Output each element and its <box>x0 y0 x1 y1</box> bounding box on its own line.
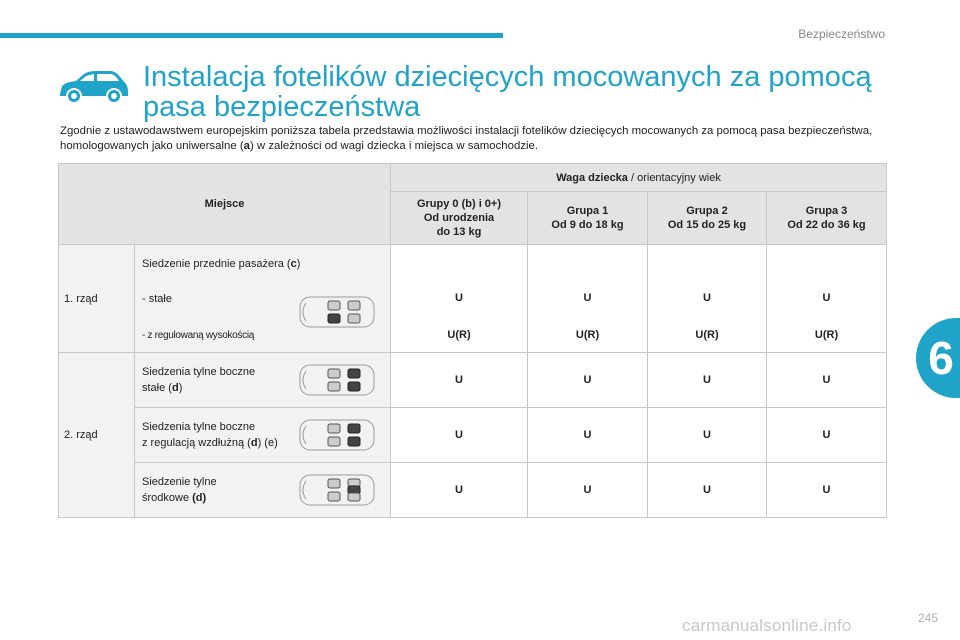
value-front-fixed-g2: U <box>703 292 711 304</box>
seat-layout-rear-adjust-icon <box>298 416 376 454</box>
seat-layout-rear-center-icon <box>298 471 376 509</box>
child-seat-table <box>58 163 887 518</box>
value-rear-center-g2: U <box>648 463 767 518</box>
seat-layout-rear-side-icon <box>298 361 376 399</box>
header-group-3 <box>767 192 887 245</box>
header-weight-bold: Waga dziecka <box>556 171 628 184</box>
chapter-tab <box>916 318 960 398</box>
section-label: Bezpieczeństwo <box>798 27 885 41</box>
seat-rear-fixed-line-2 <box>142 381 182 395</box>
table-row <box>59 353 887 408</box>
seat-front-prefix: Siedzenie przednie pasażera ( <box>142 258 291 270</box>
value-rear-adjust-g0: U <box>391 408 528 463</box>
car-icon <box>56 68 130 106</box>
intro-paragraph <box>60 124 890 154</box>
table-row <box>59 408 887 463</box>
row-label-front: 1. rząd <box>59 245 135 353</box>
value-front-fixed-g0: U <box>455 292 463 304</box>
value-front-adjust-g0: U(R) <box>447 329 471 341</box>
seat-rear-side-adjustable <box>135 408 391 463</box>
value-front-adjust-g3: U(R) <box>814 329 839 341</box>
intro-text-2: ) w zależności od wagi dziecka i miejsca w samochodzie. <box>249 140 539 152</box>
title-line-1: Instalacja fotelików dziecięcych mocowanych za pomocą <box>143 61 872 93</box>
group-0-line-2: Od urodzenia <box>423 212 495 224</box>
seat-rear-fixed-marker: d <box>171 382 179 394</box>
page-number: 245 <box>917 611 938 625</box>
seat-rear-center-marker: (d) <box>192 492 207 504</box>
value-front-adjust-g2: U(R) <box>695 329 719 341</box>
seat-rear-center-line-1: Siedzenie tylne <box>142 476 217 488</box>
top-accent-bar <box>0 33 503 38</box>
page-title <box>143 62 903 122</box>
group-1-line-2: Od 9 do 18 kg <box>551 219 624 231</box>
value-front-group-1 <box>528 245 648 353</box>
value-rear-fixed-g3: U <box>767 353 887 408</box>
seat-rear-adjust-suffix: ) (e) <box>257 437 278 449</box>
group-1-line-1: Grupa 1 <box>566 205 609 217</box>
value-rear-center-g1: U <box>528 463 648 518</box>
value-rear-adjust-g2: U <box>648 408 767 463</box>
seat-front-title <box>142 257 300 271</box>
seat-rear-center-line-2 <box>142 491 206 505</box>
seat-rear-fixed-line-1: Siedzenia tylne boczne <box>142 366 256 378</box>
value-front-group-2 <box>648 245 767 353</box>
seat-rear-adjust-line-2 <box>142 436 278 450</box>
value-rear-center-g0: U <box>391 463 528 518</box>
intro-marker: a <box>243 140 250 152</box>
value-rear-fixed-g0: U <box>391 353 528 408</box>
table-row <box>59 245 887 353</box>
header-weight <box>391 164 887 192</box>
seat-front-adjustable: - z regulowaną wysokością <box>142 330 254 341</box>
value-front-group-0 <box>391 245 528 353</box>
header-weight-rest: / orientacyjny wiek <box>627 171 721 184</box>
seat-rear-center-prefix: środkowe <box>142 492 193 504</box>
seat-layout-front-icon <box>298 293 376 331</box>
chapter-number: 6 <box>928 332 954 384</box>
watermark: carmanualsonline.info <box>682 616 852 635</box>
group-2-line-2: Od 15 do 25 kg <box>667 219 747 231</box>
seat-rear-adjust-line-1: Siedzenia tylne boczne <box>142 421 256 433</box>
value-front-fixed-g3: U <box>822 292 831 304</box>
seat-rear-fixed-suffix: ) <box>178 382 183 394</box>
value-front-fixed-g1: U <box>583 292 592 304</box>
row-label-rear: 2. rząd <box>59 353 135 518</box>
header-place: Miejsce <box>59 164 391 245</box>
seat-rear-adjust-prefix: z regulacją wzdłużną ( <box>142 437 251 449</box>
value-rear-fixed-g2: U <box>648 353 767 408</box>
group-3-line-2: Od 22 do 36 kg <box>787 219 866 231</box>
intro-text-1: Zgodnie z ustawodawstwem europejskim poniższa tabela przedstawia możliwości instalacji fotelików dziecięcych mocowanych za pomocą pasa bezpieczeństwa, homologowanych jako uniwersalne ( <box>60 125 873 152</box>
value-front-group-3 <box>767 245 887 353</box>
value-rear-center-g3: U <box>767 463 887 518</box>
seat-front-fixed: - stałe <box>142 293 172 305</box>
header-group-0 <box>391 192 528 245</box>
group-0-line-3: do 13 kg <box>436 226 482 238</box>
group-3-line-1: Grupa 3 <box>805 205 848 217</box>
header-group-2 <box>648 192 767 245</box>
value-rear-adjust-g3: U <box>767 408 887 463</box>
value-rear-fixed-g1: U <box>528 353 648 408</box>
value-rear-adjust-g1: U <box>528 408 648 463</box>
group-0-line-1: Grupy 0 (b) i 0+) <box>416 198 502 210</box>
title-line-2: pasa bezpieczeństwa <box>143 91 421 123</box>
seat-rear-side-fixed <box>135 353 391 408</box>
seat-front-suffix: ) <box>296 258 301 270</box>
seat-front-marker: c <box>290 258 297 270</box>
seat-rear-adjust-marker: d <box>250 437 258 449</box>
seat-rear-center <box>135 463 391 518</box>
header-group-1 <box>528 192 648 245</box>
value-front-adjust-g1: U(R) <box>575 329 600 341</box>
table-row <box>59 463 887 518</box>
seat-rear-fixed-prefix: stałe ( <box>142 382 172 394</box>
group-2-line-1: Grupa 2 <box>686 205 728 217</box>
seat-front-passenger <box>135 245 391 353</box>
